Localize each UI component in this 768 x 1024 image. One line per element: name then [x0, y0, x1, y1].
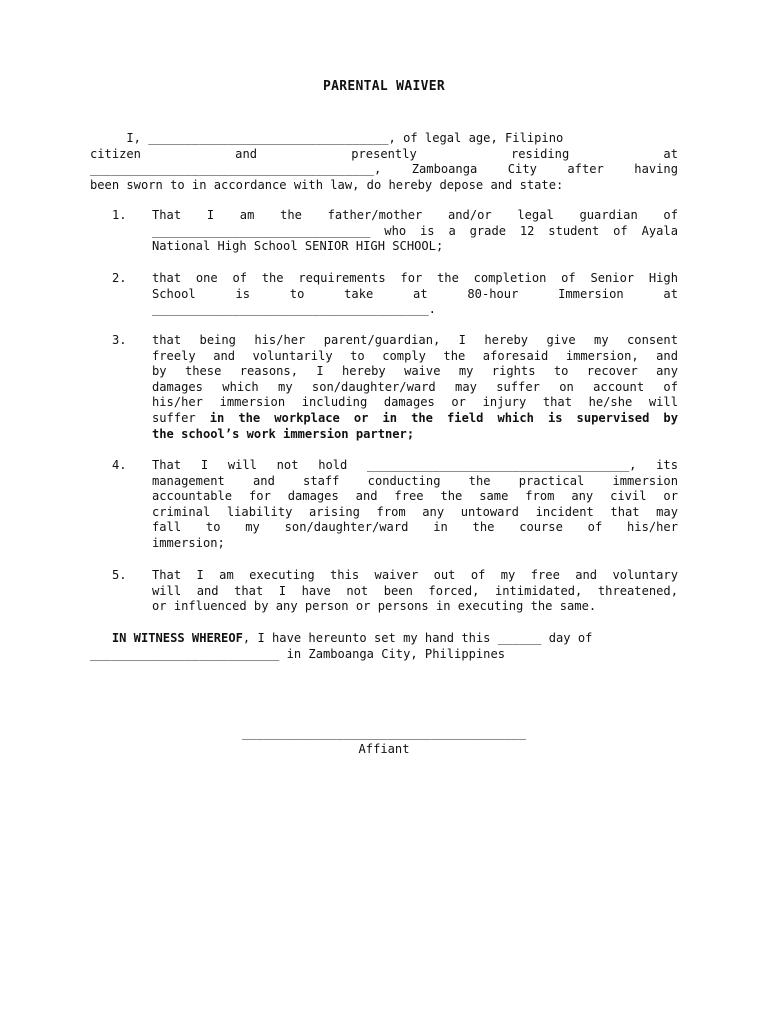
signature-block — [90, 726, 678, 757]
item-text — [152, 458, 678, 552]
item-line: School is to take at 80-hour Immersion at — [152, 286, 678, 301]
intro-line: I, _________________________________, of legal age, Filipino — [90, 131, 564, 145]
item-line: or influenced by any person or persons in executing the same. — [152, 599, 597, 614]
item-line: accountable for damages and free the same from any civil or — [152, 489, 678, 504]
item-text — [152, 568, 678, 615]
item-line: ______________________________________. — [152, 302, 436, 317]
item-number: 1. — [112, 208, 127, 222]
item-line: that being his/her parent/guardian, I hereby give my consent — [152, 333, 678, 347]
witness-bold-lead: IN WITNESS WHEREOF — [111, 631, 243, 645]
item-line: by these reasons, I hereby waive my rights to recover any — [152, 364, 678, 379]
item-line: his/her immersion including damages or injury that he/she will — [152, 395, 678, 410]
item-text — [152, 271, 678, 318]
signature-line: _______________________________________ — [242, 726, 526, 740]
item-text — [152, 333, 678, 442]
item-line: damages which my son/daughter/ward may suffer on account of — [152, 379, 678, 394]
item-line: freely and voluntarily to comply the aforesaid immersion, and — [152, 348, 678, 363]
intro-line: been sworn to in accordance with law, do hereby depose and state: — [90, 177, 564, 192]
item-line: National High School SENIOR HIGH SCHOOL; — [152, 239, 444, 254]
item-line: ______________________________ who is a grade 12 student of Ayala — [152, 223, 678, 238]
witness-clause — [90, 631, 678, 662]
item-text — [152, 208, 678, 255]
item-line: management and staff conducting the practical immersion — [152, 473, 678, 488]
item-number: 5. — [112, 568, 127, 582]
intro-line: citizen and presently residing at — [90, 146, 678, 161]
item-line: That I am the father/mother and/or legal guardian of — [152, 208, 678, 222]
item-line: will and that I have not been forced, intimidated, threatened, — [152, 583, 678, 598]
item-number: 4. — [112, 458, 127, 472]
item-line: fall to my son/daughter/ward in the course of his/her — [152, 520, 678, 535]
witness-line-rest: , I have hereunto set my hand this ______ day of — [242, 631, 593, 645]
item-number: 3. — [112, 333, 127, 347]
affiant-label: Affiant — [358, 741, 410, 756]
item-text-normal: suffer — [152, 410, 210, 425]
item-line — [152, 411, 678, 427]
item-line: That I am executing this waiver out of my free and voluntary — [152, 568, 678, 582]
document-title: PARENTAL WAIVER — [323, 79, 445, 94]
item-text-bold: in the workplace or in the field which is supervised by — [209, 410, 678, 425]
witness-line — [90, 631, 678, 647]
item-number: 2. — [112, 271, 127, 285]
item-line: That I will not hold ____________________________________, its — [152, 458, 678, 472]
item-line-bold: the school’s work immersion partner; — [152, 426, 415, 441]
item-line: criminal liability arising from any untoward incident that may — [152, 504, 678, 519]
intro-paragraph — [90, 131, 678, 193]
item-line: immersion; — [152, 535, 225, 550]
witness-line: __________________________ in Zamboanga City, Philippines — [90, 646, 506, 661]
item-line: that one of the requirements for the completion of Senior High — [152, 271, 678, 285]
intro-line: _______________________________________, Zamboanga City after having — [90, 162, 678, 177]
